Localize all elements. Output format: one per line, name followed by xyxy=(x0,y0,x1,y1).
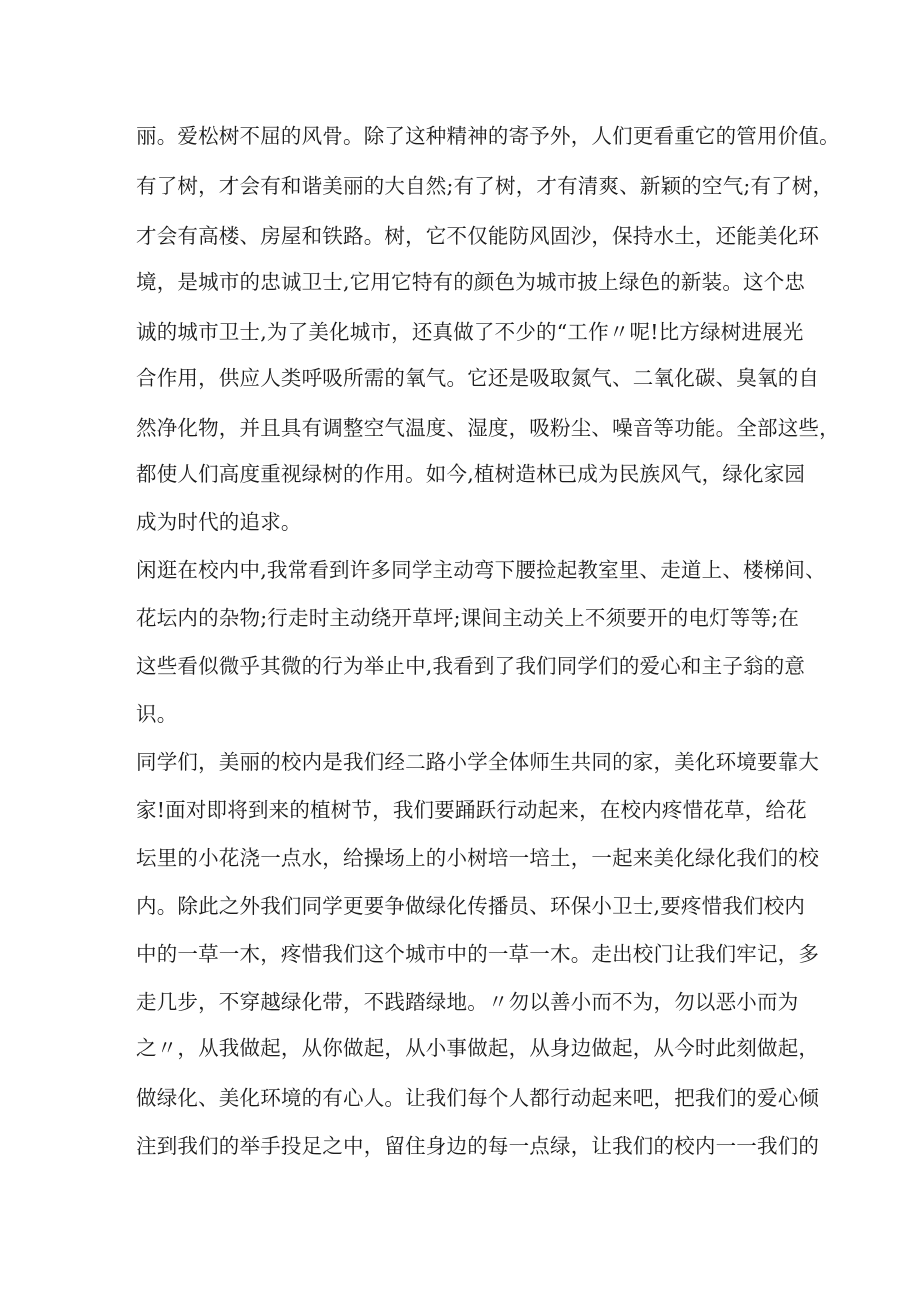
text-line-3: 才会有高楼、房屋和铁路。树，它不仅能防风固沙，保持水土，还能美化环 xyxy=(136,224,820,248)
text-line-15: 家!面对即将到来的植树节，我们要踊跃行动起来，在校内疼惜花草，给花 xyxy=(136,798,807,822)
text-line-9: 成为时代的追求。 xyxy=(136,510,302,534)
text-line-2: 有了树，才会有和谐美丽的大自然;有了树，才有清爽、新颖的空气;有了树， xyxy=(136,174,834,198)
text-line-13: 识。 xyxy=(136,702,178,726)
text-line-19: 走几步，不穿越绿化带，不践踏绿地。〃勿以善小而不为，勿以恶小而为 xyxy=(136,990,799,1014)
text-line-16: 坛里的小花浇一点水，给操场上的小树培一培土，一起来美化绿化我们的校 xyxy=(136,846,820,870)
text-line-21: 做绿化、美化环境的有心人。让我们每个人都行动起来吧，把我们的爱心倾 xyxy=(136,1086,820,1110)
text-line-14: 同学们，美丽的校内是我们经二路小学全体师生共同的家，美化环境要靠大 xyxy=(136,750,820,774)
text-line-8: 都使人们高度重视绿树的作用。如今,植树造林已成为民族风气，绿化家园 xyxy=(136,462,806,486)
text-line-12: 这些看似微乎其微的行为举止中,我看到了我们同学们的爱心和主子翁的意 xyxy=(136,654,806,678)
text-line-1: 丽。爱松树不屈的风骨。除了这种精神的寄予外，人们更看重它的管用价值。 xyxy=(136,124,840,148)
text-line-6: 合作用，供应人类呼吸所需的氧气。它还是吸取氮气、二氧化碳、臭氧的自 xyxy=(136,366,820,390)
text-line-22: 注到我们的举手投足之中，留住身边的每一点绿，让我们的校内一一我们的 xyxy=(136,1134,820,1158)
text-line-11: 花坛内的杂物;行走时主动绕开草坪;课间主动关上不须要开的电灯等等;在 xyxy=(136,606,800,630)
text-line-4: 境，是城市的忠诚卫士,它用它特有的颜色为城市披上绿色的新装。这个忠 xyxy=(136,270,806,294)
text-line-17: 内。除此之外我们同学更要争做绿化传播员、环保小卫士,要疼惜我们校内 xyxy=(136,894,806,918)
text-line-18: 中的一草一木，疼惜我们这个城市中的一草一木。走出校门让我们牢记，多 xyxy=(136,942,820,966)
text-line-5: 诚的城市卫士,为了美化城市，还真做了不少的“工作〃呢!比方绿树进展光 xyxy=(136,320,804,344)
text-line-10: 闲逛在校内中,我常看到许多同学主动弯下腰捡起教室里、走道上、楼梯间、 xyxy=(136,558,826,582)
text-line-7: 然净化物，并且具有调整空气温度、湿度，吸粉尘、噪音等功能。全部这些， xyxy=(136,416,840,440)
text-line-20: 之〃，从我做起，从你做起，从小事做起，从身边做起，从今时此刻做起， xyxy=(136,1036,820,1060)
